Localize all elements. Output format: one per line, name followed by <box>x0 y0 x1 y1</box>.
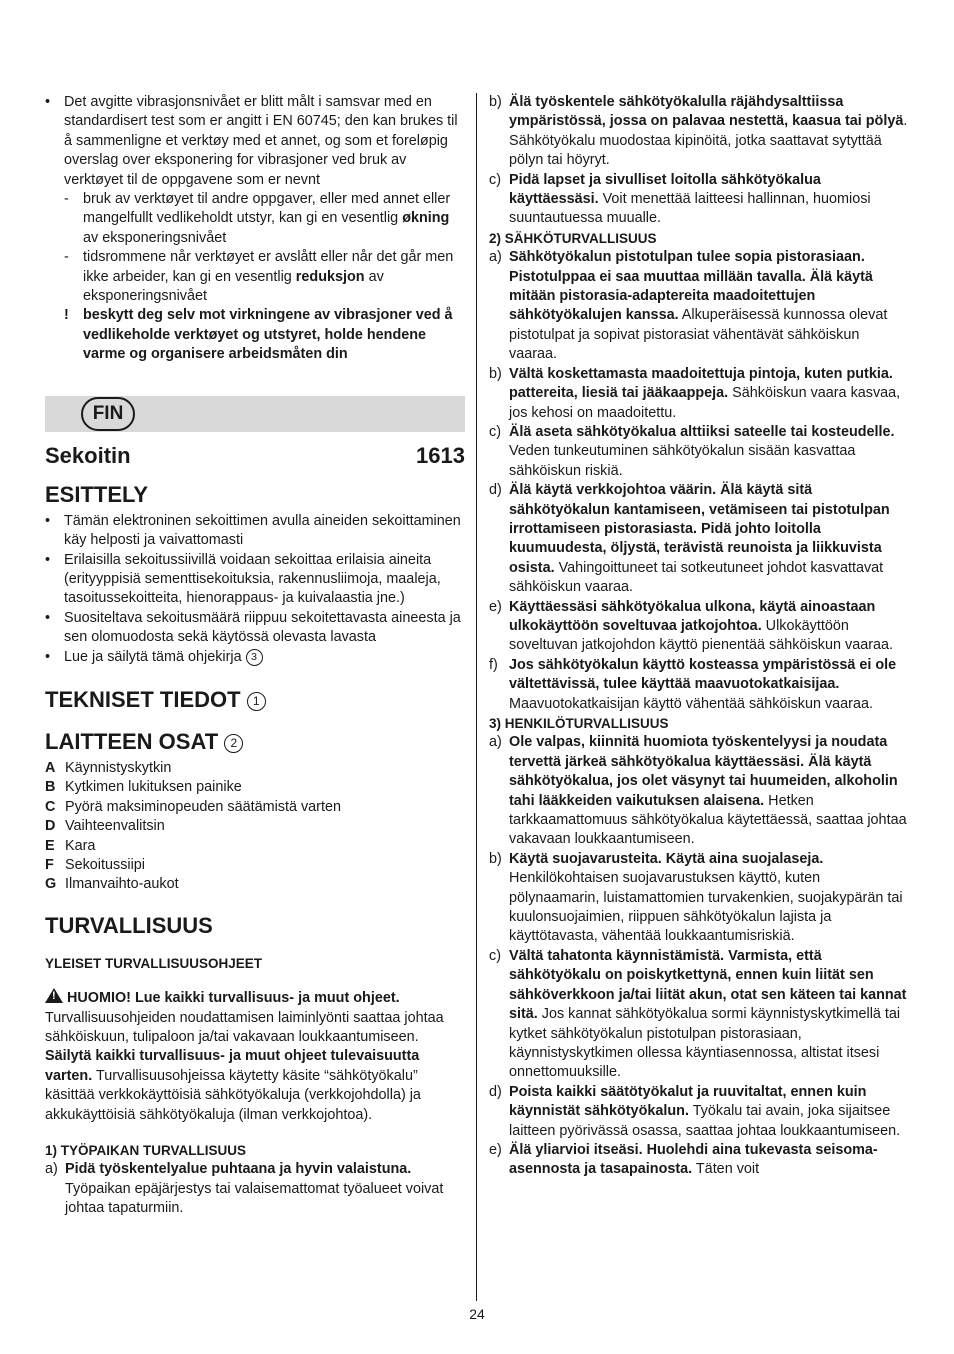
section-heading: ESITTELY <box>45 481 149 507</box>
list-item <box>45 190 465 248</box>
part-item <box>45 778 465 797</box>
list-letter: b) <box>489 94 502 110</box>
paragraph-text: Turvallisuusohjeissa käytetty käsite “sähkötyökalu” käsittää verkkokäyttöisiä sähkötyökaluja (verkkojohdolla) ja akkukäyttöisiä sähkötyökaluja (ilman verkkojohtoa). <box>45 1067 421 1123</box>
emphasis: Vältä koskettamasta maadoitettuja pintoja, kuten putkia. pattereita, liesiä tai jääkaappeja. <box>509 365 893 402</box>
list-item-text: Työpaikan epäjärjestys tai valaisemattomat työalueet voivat johtaa tapaturmiin. <box>65 1180 444 1217</box>
list-item-text: Jos kannat sähkötyökalua sormi käynnistyskytkimellä tai kytket sähkötyökalun pistotulpan pistorasiaan, käynnistyskytkimen ollessa käyntiasennossa, altistat itsesi onnettomuuksille. <box>509 1006 901 1081</box>
list-item-text: . Sähkötyökalu muodostaa kipinöitä, jotka saattavat sytyttää pölyn tai höyryt. <box>509 113 908 169</box>
subsection-heading: YLEISET TURVALLISUUSOHJEET <box>45 955 263 971</box>
emphasis: reduksjon <box>295 268 365 285</box>
list-letter: e) <box>489 598 502 615</box>
bullet-marker: • <box>45 512 51 529</box>
list-item-text: Tämän elektroninen sekoittimen avulla aineiden sekoittaminen käy helposti ja vaivattomasti <box>64 512 461 549</box>
warning-icon <box>45 988 63 1003</box>
emphasis: Sähkötyökalun pistotulpan tulee sopia pistorasiaan. Pistotulppaa ei saa muuttaa millään tavalla. Älä käytä mitään pistorasia-adaptereita maadoitettujen sähkötyökalujen kanssa. <box>509 249 873 324</box>
list-item <box>45 1160 465 1218</box>
part-item <box>45 798 465 817</box>
warning-title: HUOMIO! Lue kaikki turvallisuus- ja muut ohjeet. <box>67 990 400 1007</box>
bullet-marker: • <box>45 551 51 568</box>
language-badge: FIN <box>81 397 135 431</box>
list-item <box>489 365 909 423</box>
intro-list <box>45 512 465 648</box>
list-item-text: Sähköiskun vaara kasvaa, jos kehosi on maadoitettu. <box>509 385 901 421</box>
list-item-text: Työkalu tai avain, joka sijaitsee laitteen pyörivässä osassa, saattaa johtaa loukkaantumiseen. <box>509 1103 901 1139</box>
right-column <box>489 93 909 1180</box>
product-title: Sekoitin <box>45 442 131 468</box>
list-item-text: Veden tunkeutuminen sähkötyökalun sisään kasvattaa sähköiskun riskiä. <box>509 443 856 479</box>
emphasis: Käytä suojavarusteita. Käytä aina suojalaseja. <box>509 850 824 867</box>
list-item <box>45 306 465 364</box>
part-label: Kytkimen lukituksen painike <box>65 779 242 796</box>
list-item-text: Erilaisilla sekoitussiivillä voidaan sekoittaa erilaisia aineita (erityyppisiä sementtisekoituksia, rakennusliimoja, maaleja, tasoitussekoitteita, hienorappaus- ja kuivalaastia jne.) <box>64 551 441 607</box>
part-letter: B <box>45 779 56 796</box>
emphasis: Älä käytä verkkojohtoa väärin. Älä käytä sitä sähkötyökalun kantamiseen, vetämiseen tai pistotulpan irrottamiseen pistorasiasta. Pidä johto loitolla kuumuudesta, öljystä, terävistä reunoista ja liikkuvista osista. <box>509 482 890 576</box>
emphasis: Vältä tahatonta käynnistämistä. Varmista, että sähkötyökalu on poiskytkettynä, ennen kuin liität sen sähköverkkoon ja/tai liität akun, otat sen käteen tai kannat sitä. <box>509 947 907 1023</box>
list-item <box>489 598 909 656</box>
list-item-text: Henkilökohtaisen suojavarustuksen käyttö, kuten pölynaamarin, luistamattomien turvakenkien, suojakypärän tai kuulonsuojaimien, riippuen sähkötyökalun lajista ja käyttötavasta, vähentää loukkaantumisriskiä. <box>509 870 903 945</box>
list-item <box>45 93 465 190</box>
dash-marker: - <box>64 249 69 266</box>
list-item <box>489 248 909 364</box>
list-item-text: beskytt deg selv mot virkningene av vibrasjoner ved å vedlikeholde verktøyet og utstyret, holde hendene varme og organisere arbeidsmåten din <box>83 307 453 363</box>
list-item-text: Alkuperäisessä kunnossa olevat pistotulpat ja sopivat pistorasiat vähentävät sähköiskun vaaraa. <box>509 307 888 363</box>
subsection-heading: 1) TYÖPAIKAN TURVALLISUUS <box>45 1143 247 1159</box>
list-item-text: Vahingoittuneet tai sotkeutuneet johdot kasvattavat sähköiskun vaaraa. <box>509 559 884 596</box>
emphasis: Älä aseta sähkötyökalua alttiiksi sateelle tai kosteudelle. <box>509 423 895 440</box>
bullet-marker: • <box>45 94 51 110</box>
emphasis: Säilytä kaikki turvallisuus- ja muut ohjeet tulevaisuutta varten. <box>45 1048 420 1084</box>
list-letter: c) <box>489 947 501 964</box>
list-item-text: tidsrommene når verktøyet er avslått eller når det går men ikke arbeider, kan gi en vesentlig <box>83 249 454 285</box>
list-item <box>489 481 909 597</box>
part-item <box>45 759 465 778</box>
exclamation-marker: ! <box>64 307 69 324</box>
list-item-text: Hetken tarkkaamattomuus sähkötyökalua käytettäessä, saattaa johtaa vakavaan loukkaantumiseen. <box>509 792 907 848</box>
list-letter: e) <box>489 1141 502 1158</box>
list-item <box>45 248 465 306</box>
emphasis: økning <box>402 210 450 227</box>
section-heading: TURVALLISUUS <box>45 912 213 938</box>
emphasis: Älä yliarvioi itseäsi. Huolehdi aina tukevasta seisoma-asennosta ja tasapainosta. <box>509 1141 878 1178</box>
part-letter: D <box>45 818 56 835</box>
list-letter: a) <box>489 249 502 266</box>
emphasis: Jos sähkötyökalun käyttö kosteassa ympäristössä ei ole vältettävissä, tulee käyttää maavuotokatkaisijaa. <box>509 656 897 693</box>
figure-ref-badge: 2 <box>224 734 243 753</box>
part-letter: G <box>45 876 57 893</box>
list-letter: d) <box>489 482 502 499</box>
list-letter: c) <box>489 171 501 188</box>
parts-list <box>45 759 465 895</box>
language-band <box>45 396 465 432</box>
part-label: Käynnistyskytkin <box>65 759 172 776</box>
subsection-heading: 2) SÄHKÖTURVALLISUUS <box>489 230 657 246</box>
list-letter: a) <box>489 734 502 751</box>
part-letter: A <box>45 759 56 776</box>
emphasis: Pidä lapset ja sivulliset loitolla sähkötyökalua käyttäessäsi. <box>509 171 821 208</box>
section-heading <box>45 687 465 713</box>
part-item <box>45 856 465 875</box>
list-item-text: av eksponeringsnivået <box>83 229 227 246</box>
list-item-text: Maavuotokatkaisijan käyttö vähentää sähköiskun vaaraa. <box>509 695 873 712</box>
part-item <box>45 875 465 894</box>
part-label: Kara <box>65 837 96 854</box>
list-item-text: bruk av verktøyet til andre oppgaver, eller med annet eller mangelfullt vedlikeholdt utstyr, kan gi en vesentlig <box>83 191 451 227</box>
figure-ref-badge: 1 <box>247 692 266 711</box>
list-item <box>489 171 909 229</box>
list-item <box>489 947 909 1083</box>
subsection-heading: 3) HENKILÖTURVALLISUUS <box>489 716 669 731</box>
part-label: Vaihteenvalitsin <box>65 818 165 835</box>
product-title-row <box>45 443 465 469</box>
part-item <box>45 837 465 856</box>
emphasis: Älä työskentele sähkötyökalulla räjähdysalttiissa ympäristössä, jossa on palavaa nestettä, kaasua tai pölyä <box>509 94 904 130</box>
part-label: Pyörä maksiminopeuden säätämistä varten <box>65 798 341 815</box>
emphasis: Poista kaikki säätötyökalut ja ruuvitaltat, ennen kuin käynnistät sähkötyökalun. <box>509 1083 867 1120</box>
list-letter: c) <box>489 423 501 440</box>
dash-marker: - <box>64 191 69 208</box>
section-heading-text: TEKNISET TIEDOT <box>45 686 241 712</box>
list-item <box>489 93 909 171</box>
list-item <box>489 1141 909 1180</box>
emphasis: Pidä työskentelyalue puhtaana ja hyvin valaistuna. <box>65 1161 412 1178</box>
list-item <box>489 423 909 481</box>
list-letter: b) <box>489 850 502 867</box>
list-letter: a) <box>45 1161 58 1178</box>
list-item <box>45 609 465 648</box>
list-item <box>489 733 909 849</box>
electrical-safety-list <box>489 248 909 714</box>
column-divider <box>476 93 477 1301</box>
list-item <box>45 512 465 551</box>
list-item <box>489 850 909 947</box>
bullet-marker: • <box>45 609 51 626</box>
list-item-text: Det avgitte vibrasjonsnivået er blitt målt i samsvar med en standardisert test som er angitt i EN 60745; den kan brukes til å sammenligne et verktøy med et annet, og som et foreløpig overslag over eksponering for vibrasjoner ved bruk av verktøyet til de oppgavene som er nevnt <box>64 94 458 188</box>
part-item <box>45 817 465 836</box>
part-label: Sekoitussiipi <box>65 856 145 873</box>
section-heading <box>45 729 465 755</box>
part-letter: E <box>45 837 55 854</box>
section-heading-text: LAITTEEN OSAT <box>45 728 219 754</box>
emphasis: Käyttäessäsi sähkötyökalua ulkona, käytä ainoastaan ulkokäyttöön soveltuvaa jatkojohtoa. <box>509 598 876 634</box>
part-letter: F <box>45 856 54 873</box>
list-letter: d) <box>489 1083 502 1100</box>
part-label: Ilmanvaihto-aukot <box>65 876 179 893</box>
left-column <box>45 93 465 1219</box>
figure-ref-badge: 3 <box>246 649 263 666</box>
list-letter: b) <box>489 365 502 382</box>
list-item-text: Ulkokäyttöön soveltuvan jatkojohdon käyttö pienentää sähköiskun vaaraa. <box>509 617 894 654</box>
personal-safety-list <box>489 733 909 1179</box>
list-item-text: Voit menettää laitteesi hallinnan, huomiosi suuntautuessa muualle. <box>509 191 871 227</box>
list-item <box>45 551 465 609</box>
warning-paragraph <box>45 988 465 1125</box>
part-letter: C <box>45 798 56 815</box>
page-number: 24 <box>469 1306 485 1322</box>
list-item-text: Suositeltava sekoitusmäärä riippuu sekoitettavasta aineesta ja sen olomuodosta sekä käytössä olevasta lavasta <box>64 609 461 646</box>
paragraph-text: Turvallisuusohjeiden noudattamisen laiminlyönti saattaa johtaa sähköiskuun, tulipaloon ja/tai vakavaan loukkaantumiseen. <box>45 1009 444 1045</box>
emphasis: Ole valpas, kiinnitä huomiota työskentelyysi ja noudata tervettä järkeä sähkötyökalua käyttäessäsi. Älä käytä sähkötyökalua, jos olet väsynyt tai huumeiden, alkoholin tahi lääkkeiden vaikutuksen alaisena. <box>509 734 898 809</box>
list-item <box>45 648 465 667</box>
bullet-marker: • <box>45 648 51 665</box>
product-model: 1613 <box>416 442 465 468</box>
list-item-text: av eksponeringsnivået <box>83 268 384 305</box>
list-item-text: Täten voit <box>692 1161 760 1178</box>
list-letter: f) <box>489 656 498 673</box>
list-item <box>489 656 909 714</box>
list-item <box>489 1083 909 1141</box>
list-item-text: Lue ja säilytä tämä ohjekirja <box>64 648 242 665</box>
